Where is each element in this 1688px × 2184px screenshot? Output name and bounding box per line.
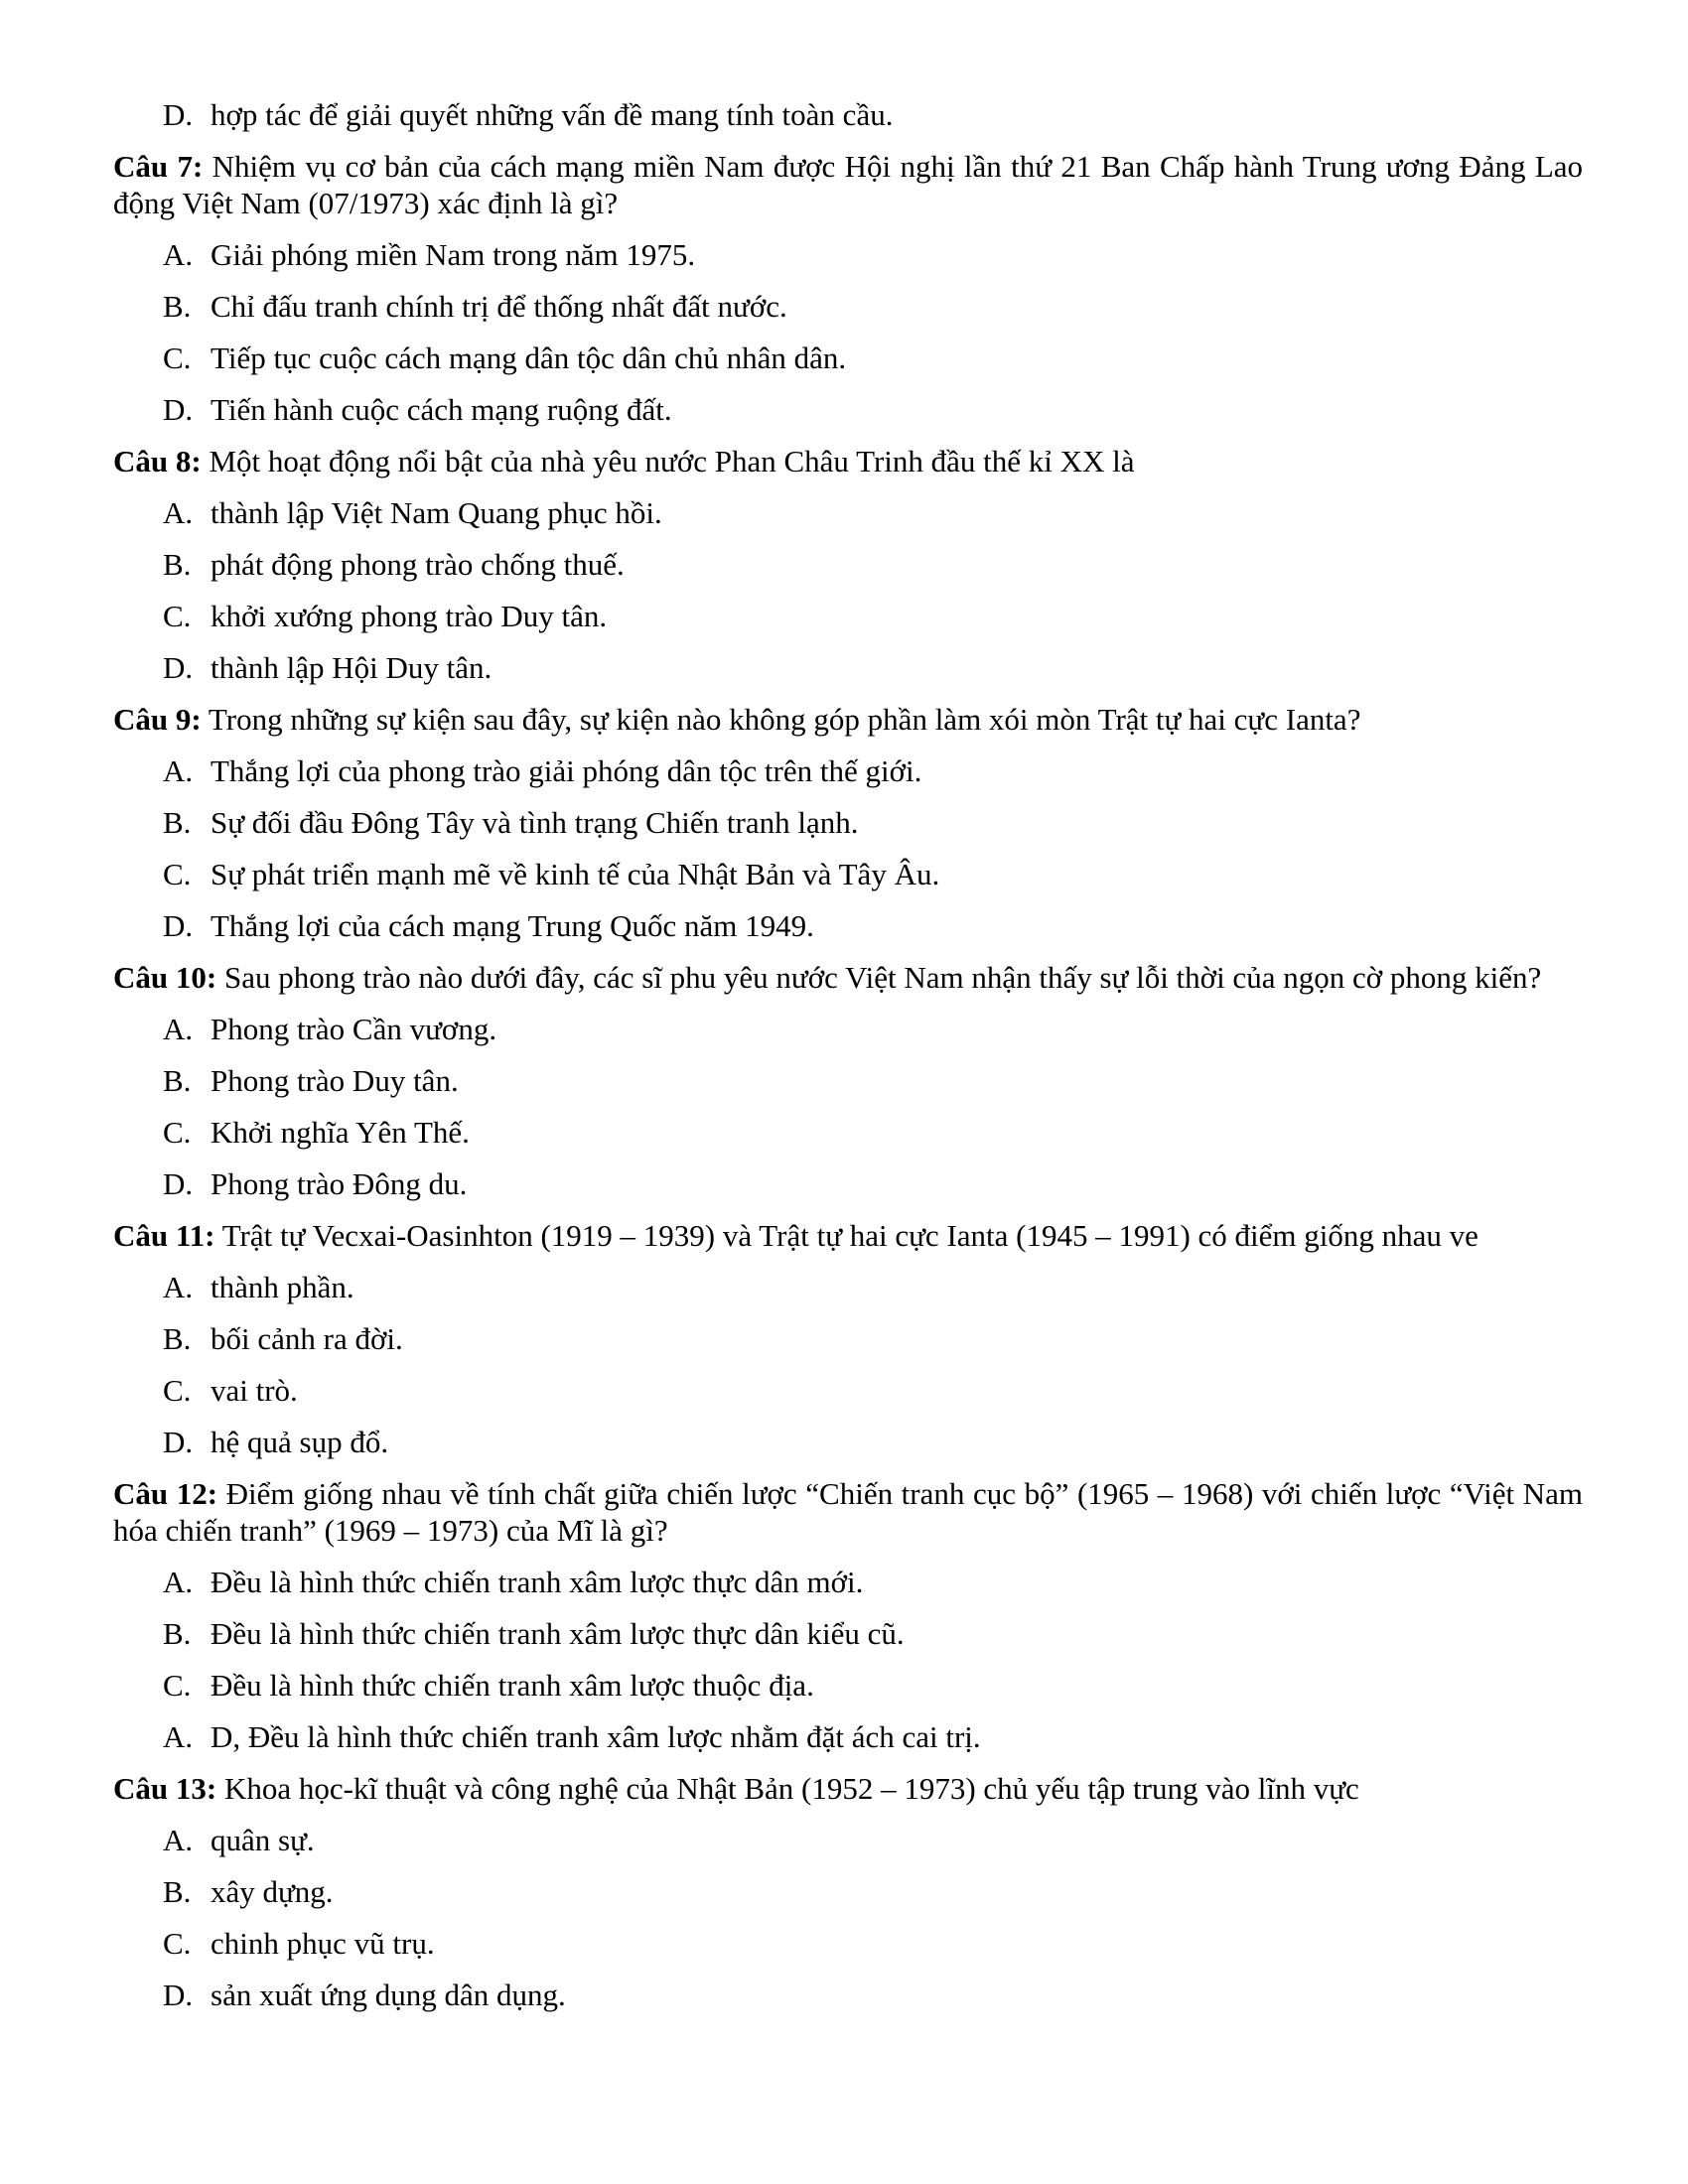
- option-text: Đều là hình thức chiến tranh xâm lược thực dân kiểu cũ.: [211, 1616, 905, 1651]
- option-text: Đều là hình thức chiến tranh xâm lược thuộc địa.: [211, 1668, 814, 1703]
- option-text: Chỉ đấu tranh chính trị để thống nhất đất nước.: [211, 289, 787, 324]
- question-text: Trật tự Vecxai-Oasinhton (1919 – 1939) và Trật tự hai cực Ianta (1945 – 1991) có điểm giống nhau ve: [221, 1218, 1478, 1253]
- question-9: [113, 701, 1583, 944]
- option-letter: C.: [163, 857, 192, 891]
- option-text: Sự phát triển mạnh mẽ về kinh tế của Nhật Bản và Tây Âu.: [211, 857, 940, 891]
- option-c: [113, 598, 1583, 634]
- option-letter: B.: [163, 289, 192, 324]
- option-text: thành lập Việt Nam Quang phục hồi.: [211, 495, 662, 530]
- option-d: [113, 391, 1583, 428]
- option-letter: D.: [163, 1425, 194, 1459]
- option-d: [113, 907, 1583, 944]
- option-a: [113, 1564, 1583, 1600]
- option-a: [113, 1011, 1583, 1047]
- option-text: Phong trào Cần vương.: [211, 1012, 497, 1046]
- question-title: [113, 959, 1583, 996]
- question-title: [113, 443, 1583, 479]
- option-b: [113, 1615, 1583, 1652]
- option-letter: D.: [163, 392, 194, 427]
- option-text: phát động phong trào chống thuế.: [211, 547, 625, 582]
- question-13: [113, 1770, 1583, 2013]
- option-text: quân sự.: [211, 1823, 315, 1857]
- option-letter: D.: [163, 1166, 194, 1201]
- option-letter: B.: [163, 1616, 192, 1651]
- option-b: [113, 288, 1583, 325]
- option-letter: B.: [163, 547, 192, 582]
- question-8: [113, 443, 1583, 686]
- option-text: xây dựng.: [211, 1874, 334, 1909]
- question-title: [113, 701, 1583, 738]
- option-letter: A.: [163, 1270, 194, 1304]
- option-text: Thắng lợi của phong trào giải phóng dân tộc trên thế giới.: [211, 753, 922, 788]
- option-b: [113, 804, 1583, 841]
- option-text: Sự đối đầu Đông Tây và tình trạng Chiến tranh lạnh.: [211, 805, 859, 840]
- option-letter: B.: [163, 1063, 192, 1098]
- option-text: Đều là hình thức chiến tranh xâm lược thực dân mới.: [211, 1565, 864, 1599]
- option-letter: A.: [163, 753, 194, 788]
- option-b: [113, 546, 1583, 583]
- option-letter: A.: [163, 1565, 194, 1599]
- option-text: Tiến hành cuộc cách mạng ruộng đất.: [211, 392, 672, 427]
- option-text: Phong trào Đông du.: [211, 1166, 468, 1201]
- question-number: Câu 12:: [113, 1476, 218, 1511]
- option-letter: C.: [163, 341, 192, 375]
- question-title: [113, 148, 1583, 221]
- option-a: [113, 494, 1583, 531]
- lead-option: [113, 96, 1583, 133]
- question-number: Câu 13:: [113, 1771, 217, 1806]
- option-text: hợp tác để giải quyết những vấn đề mang tính toàn cầu.: [211, 97, 894, 132]
- option-letter: C.: [163, 1926, 192, 1961]
- option-letter: B.: [163, 805, 192, 840]
- option-letter: A.: [163, 237, 194, 272]
- option-a: [113, 236, 1583, 273]
- option-c: [113, 1925, 1583, 1962]
- option-letter: C.: [163, 599, 192, 633]
- question-number: Câu 7:: [113, 149, 204, 184]
- question-10: [113, 959, 1583, 1202]
- option-d: [113, 649, 1583, 686]
- option-text: Khởi nghĩa Yên Thế.: [211, 1115, 470, 1150]
- option-letter: B.: [163, 1874, 192, 1909]
- option-text: khởi xướng phong trào Duy tân.: [211, 599, 608, 633]
- option-letter: D.: [163, 97, 194, 132]
- option-c: [113, 1372, 1583, 1409]
- option-c: [113, 340, 1583, 376]
- question-title: [113, 1475, 1583, 1549]
- option-letter: A.: [163, 495, 194, 530]
- option-text: chinh phục vũ trụ.: [211, 1926, 435, 1961]
- question-text: Nhiệm vụ cơ bản của cách mạng miền Nam được Hội nghị lần thứ 21 Ban Chấp hành Trung ương Đảng Lao động Việt Nam (07/1973) xác định là gì?: [113, 149, 1584, 220]
- question-title: [113, 1217, 1583, 1254]
- option-b: [113, 1320, 1583, 1357]
- option-letter: C.: [163, 1115, 192, 1150]
- option-a: [113, 752, 1583, 789]
- question-text: Điểm giống nhau về tính chất giữa chiến lược “Chiến tranh cục bộ” (1965 – 1968) với chiến lược “Việt Nam hóa chiến tranh” (1969 – 1973) của Mĩ là gì?: [113, 1476, 1584, 1548]
- option-letter: D.: [163, 650, 194, 685]
- option-text: bối cảnh ra đời.: [211, 1321, 403, 1356]
- question-text: Sau phong trào nào dưới đây, các sĩ phu yêu nước Việt Nam nhận thấy sự lỗi thời của ngọn cờ phong kiến?: [223, 960, 1542, 995]
- question-number: Câu 8:: [113, 444, 202, 478]
- option-text: sản xuất ứng dụng dân dụng.: [211, 1978, 566, 2012]
- option-text: Giải phóng miền Nam trong năm 1975.: [211, 237, 696, 272]
- option-c: [113, 1114, 1583, 1151]
- option-b: [113, 1062, 1583, 1099]
- exam-page: [113, 96, 1583, 2028]
- option-a: [113, 1822, 1583, 1858]
- option-letter: C.: [163, 1668, 192, 1703]
- option-d: [113, 1424, 1583, 1460]
- option-b: [113, 1873, 1583, 1910]
- question-number: Câu 11:: [113, 1218, 215, 1253]
- question-number: Câu 10:: [113, 960, 217, 995]
- option-text: Phong trào Duy tân.: [211, 1063, 459, 1098]
- option-letter: D.: [163, 1978, 194, 2012]
- question-text: Trong những sự kiện sau đây, sự kiện nào không góp phần làm xói mòn Trật tự hai cực Ianta?: [208, 702, 1361, 737]
- option-text: thành lập Hội Duy tân.: [211, 650, 492, 685]
- option-c: [113, 1667, 1583, 1704]
- option-d: [113, 1718, 1583, 1755]
- question-7: [113, 148, 1583, 428]
- question-title: [113, 1770, 1583, 1807]
- option-text: Tiếp tục cuộc cách mạng dân tộc dân chủ nhân dân.: [211, 341, 847, 375]
- question-text: Một hoạt động nổi bật của nhà yêu nước Phan Châu Trinh đầu thế kỉ XX là: [209, 444, 1135, 478]
- option-text: D, Đều là hình thức chiến tranh xâm lược nhằm đặt ách cai trị.: [211, 1719, 981, 1754]
- question-number: Câu 9:: [113, 702, 202, 737]
- option-d: [113, 1165, 1583, 1202]
- option-a: [113, 1269, 1583, 1305]
- question-11: [113, 1217, 1583, 1460]
- option-letter: D.: [163, 908, 194, 943]
- option-letter: A.: [163, 1823, 194, 1857]
- option-letter: C.: [163, 1373, 192, 1408]
- option-text: vai trò.: [211, 1373, 298, 1408]
- question-text: Khoa học-kĩ thuật và công nghệ của Nhật Bản (1952 – 1973) chủ yếu tập trung vào lĩnh vực: [223, 1771, 1359, 1806]
- option-text: hệ quả sụp đổ.: [211, 1425, 389, 1459]
- option-letter: A.: [163, 1012, 194, 1046]
- option-c: [113, 856, 1583, 892]
- option-text: Thắng lợi của cách mạng Trung Quốc năm 1949.: [211, 908, 814, 943]
- question-12: [113, 1475, 1583, 1755]
- option-d: [113, 1977, 1583, 2013]
- option-letter: A.: [163, 1719, 194, 1754]
- option-text: thành phần.: [211, 1270, 354, 1304]
- option-letter: B.: [163, 1321, 192, 1356]
